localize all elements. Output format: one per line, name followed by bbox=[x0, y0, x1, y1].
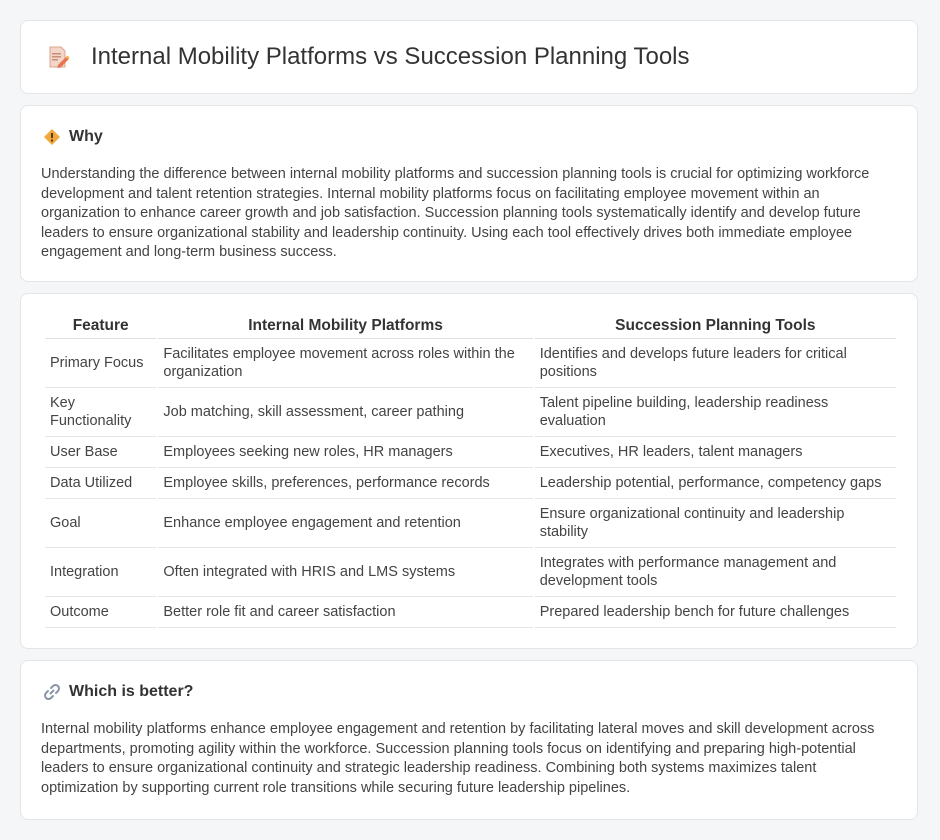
succession-cell: Ensure organizational continuity and leadership stability bbox=[535, 499, 896, 548]
succession-cell: Leadership potential, performance, competency gaps bbox=[535, 468, 896, 499]
table-row bbox=[45, 597, 896, 628]
header-succession-planning: Succession Planning Tools bbox=[535, 314, 896, 339]
table-row bbox=[45, 388, 896, 437]
mobility-cell: Often integrated with HRIS and LMS systems bbox=[158, 548, 532, 597]
feature-cell: Outcome bbox=[45, 597, 156, 628]
why-section bbox=[20, 105, 918, 282]
feature-cell: Primary Focus bbox=[45, 339, 156, 388]
comparison-table bbox=[43, 314, 898, 628]
which-is-better-body: Internal mobility platforms enhance employee engagement and retention by facilitating lateral moves and skill development across departments, promoting agility within the workforce. Succession planning tools focus on identifying and preparing high-potential leaders to ensure organizational continuity and strategic leadership readiness. Combining both systems maximizes talent optimization by supporting current role transitions while securing future leadership pipelines. bbox=[41, 721, 875, 796]
why-body: Understanding the difference between internal mobility platforms and succession planning tools is crucial for optimizing workforce development and talent retention strategies. Internal mobility platforms focus on facilitating employee movement within an organization to enhance career growth and job satisfaction. Succession planning tools systematically identify and develop future leaders to ensure organizational stability and leadership continuity. Using each tool effectively drives both immediate employee engagement and long-term business success. bbox=[41, 166, 870, 261]
mobility-cell: Facilitates employee movement across roles within the organization bbox=[158, 339, 532, 388]
succession-cell: Talent pipeline building, leadership readiness evaluation bbox=[535, 388, 896, 437]
why-title: Why bbox=[69, 128, 103, 145]
feature-cell: Goal bbox=[45, 499, 156, 548]
which-is-better-title: Which is better? bbox=[69, 683, 194, 700]
feature-cell: User Base bbox=[45, 437, 156, 468]
table-row bbox=[45, 437, 896, 468]
succession-cell: Integrates with performance management and development tools bbox=[535, 548, 896, 597]
page-title: Internal Mobility Platforms vs Succession Planning Tools bbox=[91, 43, 690, 70]
header-feature: Feature bbox=[45, 314, 156, 339]
feature-cell: Integration bbox=[45, 548, 156, 597]
link-icon bbox=[43, 683, 61, 701]
header-card bbox=[20, 20, 918, 94]
table-row bbox=[45, 499, 896, 548]
comparison-table-card bbox=[20, 293, 918, 649]
feature-cell: Key Functionality bbox=[45, 388, 156, 437]
feature-cell: Data Utilized bbox=[45, 468, 156, 499]
mobility-cell: Job matching, skill assessment, career pathing bbox=[158, 388, 532, 437]
table-row bbox=[45, 468, 896, 499]
diamond-warning-icon bbox=[43, 128, 61, 146]
table-row bbox=[45, 548, 896, 597]
table-row bbox=[45, 339, 896, 388]
document-pencil-icon bbox=[47, 45, 69, 69]
succession-cell: Identifies and develops future leaders for critical positions bbox=[535, 339, 896, 388]
which-is-better-section bbox=[20, 660, 918, 820]
mobility-cell: Enhance employee engagement and retention bbox=[158, 499, 532, 548]
header-internal-mobility: Internal Mobility Platforms bbox=[158, 314, 532, 339]
mobility-cell: Employees seeking new roles, HR managers bbox=[158, 437, 532, 468]
table-header-row bbox=[45, 314, 896, 339]
succession-cell: Prepared leadership bench for future challenges bbox=[535, 597, 896, 628]
mobility-cell: Employee skills, preferences, performance records bbox=[158, 468, 532, 499]
succession-cell: Executives, HR leaders, talent managers bbox=[535, 437, 896, 468]
mobility-cell: Better role fit and career satisfaction bbox=[158, 597, 532, 628]
